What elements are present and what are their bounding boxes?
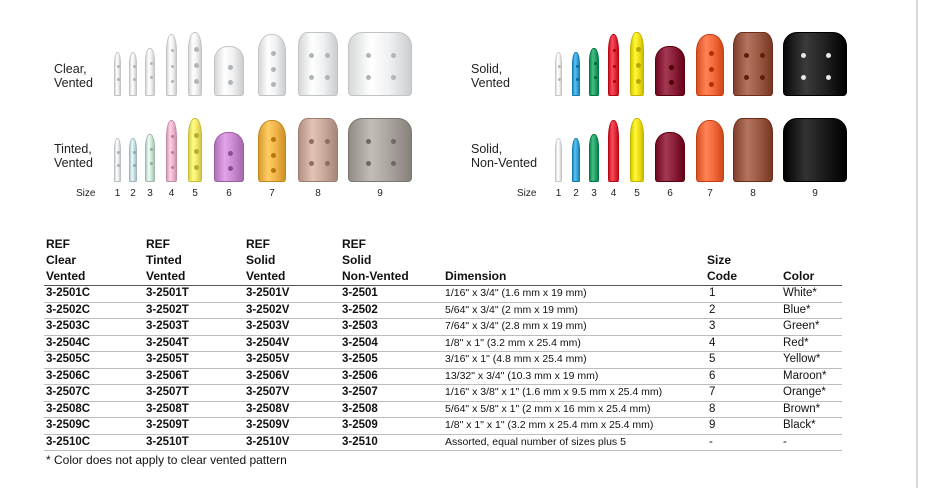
cap-size-3	[589, 134, 599, 182]
ref-clear-vented: 3-2503C	[44, 319, 144, 336]
vent-hole	[391, 75, 396, 80]
vent-hole	[271, 51, 276, 56]
cap-size-1	[114, 52, 121, 96]
ref-clear-vented: 3-2505C	[44, 352, 144, 369]
ref-clear-vented: 3-2507C	[44, 385, 144, 402]
cap-size-6	[655, 132, 685, 182]
vent-hole	[391, 53, 396, 58]
vent-hole	[117, 164, 120, 167]
cap-panel-solid	[465, 18, 845, 208]
vent-hole	[271, 168, 276, 173]
size-code-cell: 3	[705, 319, 781, 336]
size-number: 6	[667, 188, 673, 199]
vent-hole	[228, 65, 233, 70]
color-cell: Yellow*	[781, 352, 842, 369]
cap-size-1	[555, 138, 562, 182]
cap-size-8	[733, 118, 773, 182]
vent-hole	[709, 51, 714, 56]
dimension-cell: 1/16" x 3/4" (1.6 mm x 19 mm)	[443, 286, 705, 303]
ref-tinted-vented: 3-2509T	[144, 418, 244, 435]
cap-size-9	[783, 118, 847, 182]
vent-hole	[171, 49, 174, 52]
table-header-row	[44, 236, 842, 286]
ref-solid-non-vented: 3-2507	[340, 385, 443, 402]
color-cell: -	[781, 434, 842, 451]
ref-solid-non-vented: 3-2510	[340, 434, 443, 451]
vent-hole	[826, 75, 831, 80]
ref-solid-non-vented: 3-2506	[340, 368, 443, 385]
vent-hole	[391, 139, 396, 144]
row-label-line1: Clear,	[54, 62, 87, 76]
table-row	[44, 418, 842, 435]
vent-hole	[150, 148, 153, 151]
ref-solid-vented: 3-2503V	[244, 319, 340, 336]
size-number: 7	[269, 188, 275, 199]
dimension-cell: 13/32" x 3/4" (10.3 mm x 19 mm)	[443, 368, 705, 385]
size-code-cell: 7	[705, 385, 781, 402]
dimension-cell: 3/16" x 1" (4.8 mm x 25.4 mm)	[443, 352, 705, 369]
vent-hole	[228, 151, 233, 156]
vent-hole	[558, 78, 561, 81]
vent-hole	[613, 49, 616, 52]
ref-solid-non-vented: 3-2502	[340, 302, 443, 319]
vent-hole	[594, 76, 597, 79]
cap-size-3	[145, 48, 155, 96]
cap-size-8	[298, 32, 338, 96]
vent-hole	[594, 62, 597, 65]
ref-clear-vented: 3-2501C	[44, 286, 144, 303]
ref-solid-vented: 3-2504V	[244, 335, 340, 352]
ref-solid-vented: 3-2505V	[244, 352, 340, 369]
ref-solid-non-vented: 3-2503	[340, 319, 443, 336]
vent-hole	[171, 80, 174, 83]
size-number: 9	[812, 188, 818, 199]
cap-size-4	[166, 34, 177, 96]
vent-hole	[194, 47, 199, 52]
vent-hole	[613, 80, 616, 83]
cap-size-9	[348, 118, 412, 182]
cap-size-2	[129, 138, 137, 182]
ref-solid-non-vented: 3-2505	[340, 352, 443, 369]
ref-solid-vented: 3-2509V	[244, 418, 340, 435]
vent-hole	[391, 161, 396, 166]
cap-size-4	[608, 120, 619, 182]
vent-hole	[613, 65, 616, 68]
vent-hole	[271, 137, 276, 142]
size-number: 8	[315, 188, 321, 199]
ref-solid-vented: 3-2510V	[244, 434, 340, 451]
vent-hole	[366, 53, 371, 58]
ref-solid-non-vented: 3-2509	[340, 418, 443, 435]
size-number: 5	[634, 188, 640, 199]
ref-tinted-vented: 3-2510T	[144, 434, 244, 451]
ref-solid-non-vented: 3-2501	[340, 286, 443, 303]
ref-tinted-vented: 3-2501T	[144, 286, 244, 303]
cap-size-1	[114, 138, 121, 182]
size-code-cell: 2	[705, 302, 781, 319]
table-row	[44, 352, 842, 369]
vent-hole	[171, 135, 174, 138]
dimension-cell: 1/8" x 1" x 1" (3.2 mm x 25.4 mm x 25.4 mm)	[443, 418, 705, 435]
vent-hole	[133, 65, 136, 68]
size-number: 4	[168, 188, 175, 199]
row-label-solid-vented	[471, 62, 510, 90]
vent-hole	[636, 79, 641, 84]
color-cell: Green*	[781, 319, 842, 336]
ref-solid-non-vented: 3-2508	[340, 401, 443, 418]
ref-tinted-vented: 3-2504T	[144, 335, 244, 352]
ref-solid-vented: 3-2502V	[244, 302, 340, 319]
ref-tinted-vented: 3-2505T	[144, 352, 244, 369]
vent-hole	[194, 79, 199, 84]
col-header-color: Color	[781, 236, 842, 286]
cap-size-8	[298, 118, 338, 182]
row-label-clear-vented	[54, 62, 93, 90]
ref-clear-vented: 3-2508C	[44, 401, 144, 418]
color-cell: Orange*	[781, 385, 842, 402]
vent-hole	[271, 153, 276, 158]
cap-size-2	[572, 138, 580, 182]
table-row	[44, 302, 842, 319]
size-number: 2	[573, 188, 579, 199]
cap-size-4	[608, 34, 619, 96]
vent-hole	[325, 75, 330, 80]
ref-solid-non-vented: 3-2504	[340, 335, 443, 352]
vent-hole	[366, 75, 371, 80]
cap-size-5	[188, 32, 202, 96]
color-cell: Black*	[781, 418, 842, 435]
ref-tinted-vented: 3-2506T	[144, 368, 244, 385]
ref-solid-vented: 3-2508V	[244, 401, 340, 418]
dimension-cell: 5/64" x 5/8" x 1" (2 mm x 16 mm x 25.4 mm)	[443, 401, 705, 418]
vent-hole	[133, 151, 136, 154]
cap-size-4	[166, 120, 177, 182]
color-cell: Brown*	[781, 401, 842, 418]
vent-hole	[366, 139, 371, 144]
size-number: 8	[750, 188, 756, 199]
vent-hole	[760, 53, 765, 58]
ref-clear-vented: 3-2504C	[44, 335, 144, 352]
vent-hole	[194, 133, 199, 138]
table-row	[44, 286, 842, 303]
spec-table	[44, 236, 842, 451]
cap-size-1	[555, 52, 562, 96]
color-cell: White*	[781, 286, 842, 303]
row-label-line1: Tinted,	[54, 142, 92, 156]
cap-size-2	[572, 52, 580, 96]
vent-hole	[709, 67, 714, 72]
vent-hole	[576, 78, 579, 81]
size-code-cell: 4	[705, 335, 781, 352]
size-number: 6	[226, 188, 232, 199]
size-number: 2	[130, 188, 136, 199]
vent-hole	[636, 47, 641, 52]
ref-tinted-vented: 3-2508T	[144, 401, 244, 418]
dimension-cell: 5/64" x 3/4" (2 mm x 19 mm)	[443, 302, 705, 319]
size-number: 3	[591, 188, 597, 199]
cap-size-2	[129, 52, 137, 96]
col-header-solid-vented: REF Solid Vented	[244, 236, 340, 286]
cap-size-9	[348, 32, 412, 96]
vent-hole	[744, 75, 749, 80]
vent-hole	[117, 65, 120, 68]
ref-tinted-vented: 3-2503T	[144, 319, 244, 336]
vent-hole	[558, 65, 561, 68]
cap-size-6	[655, 46, 685, 96]
vent-hole	[171, 65, 174, 68]
row-label-line2: Vented	[471, 76, 510, 90]
ref-clear-vented: 3-2506C	[44, 368, 144, 385]
cap-size-7	[696, 120, 724, 182]
vent-hole	[709, 82, 714, 87]
vent-hole	[325, 139, 330, 144]
vent-hole	[150, 62, 153, 65]
spec-table-body	[44, 286, 842, 451]
cap-size-7	[258, 120, 286, 182]
size-number: 9	[377, 188, 383, 199]
table-row	[44, 385, 842, 402]
vent-hole	[325, 53, 330, 58]
table-row	[44, 401, 842, 418]
color-cell: Blue*	[781, 302, 842, 319]
vent-hole	[801, 53, 806, 58]
vent-hole	[117, 151, 120, 154]
vent-hole	[576, 65, 579, 68]
dimension-cell: Assorted, equal number of sizes plus 5	[443, 434, 705, 451]
size-code-cell: 6	[705, 368, 781, 385]
cap-size-5	[630, 118, 644, 182]
size-number: 1	[114, 188, 121, 199]
col-header-solid-non-vented: REF Solid Non-Vented	[340, 236, 443, 286]
size-label: Size	[76, 188, 96, 199]
size-number: 7	[707, 188, 713, 199]
ref-clear-vented: 3-2510C	[44, 434, 144, 451]
ref-tinted-vented: 3-2507T	[144, 385, 244, 402]
size-code-cell: 8	[705, 401, 781, 418]
vent-hole	[669, 65, 674, 70]
vent-hole	[826, 53, 831, 58]
cap-row-clear-vented	[108, 26, 428, 96]
cap-size-3	[145, 134, 155, 182]
row-label-tinted-vented	[54, 142, 93, 170]
vent-hole	[760, 75, 765, 80]
cap-size-6	[214, 132, 244, 182]
cap-size-5	[188, 118, 202, 182]
col-header-tinted-vented: REF Tinted Vented	[144, 236, 244, 286]
vent-hole	[171, 151, 174, 154]
dimension-cell: 1/16" x 3/8" x 1" (1.6 mm x 9.5 mm x 25.4 mm)	[443, 385, 705, 402]
col-header-size-code: Size Code	[705, 236, 781, 286]
col-header-dimension: Dimension	[443, 236, 705, 286]
vent-hole	[117, 78, 120, 81]
vent-hole	[744, 53, 749, 58]
cap-row-tinted-vented	[108, 112, 428, 182]
size-number: 3	[147, 188, 153, 199]
dimension-cell: 1/8" x 1" (3.2 mm x 25.4 mm)	[443, 335, 705, 352]
cap-panel-clear-tinted	[48, 18, 428, 208]
cap-row-solid-vented	[555, 26, 855, 96]
vent-hole	[309, 161, 314, 166]
dimension-cell: 7/64" x 3/4" (2.8 mm x 19 mm)	[443, 319, 705, 336]
vent-hole	[325, 161, 330, 166]
row-label-line2: Vented	[54, 76, 93, 90]
cap-size-7	[696, 34, 724, 96]
ref-solid-vented: 3-2501V	[244, 286, 340, 303]
ref-tinted-vented: 3-2502T	[144, 302, 244, 319]
table-row	[44, 319, 842, 336]
table-row	[44, 335, 842, 352]
row-label-line2: Vented	[54, 156, 93, 170]
cap-size-8	[733, 32, 773, 96]
vent-hole	[150, 76, 153, 79]
size-number: 1	[555, 188, 562, 199]
vent-hole	[150, 162, 153, 165]
vent-hole	[669, 80, 674, 85]
vent-hole	[309, 139, 314, 144]
vent-hole	[194, 63, 199, 68]
cap-size-7	[258, 34, 286, 96]
cap-size-9	[783, 32, 847, 96]
cap-size-6	[214, 46, 244, 96]
size-label: Size	[517, 188, 537, 199]
vent-hole	[194, 149, 199, 154]
vent-hole	[133, 78, 136, 81]
ref-clear-vented: 3-2502C	[44, 302, 144, 319]
row-label-line1: Solid,	[471, 142, 503, 156]
size-code-cell: 5	[705, 352, 781, 369]
table-row	[44, 434, 842, 451]
color-cell: Maroon*	[781, 368, 842, 385]
size-code-cell: 9	[705, 418, 781, 435]
vent-hole	[309, 53, 314, 58]
col-header-clear-vented: REF Clear Vented	[44, 236, 144, 286]
vent-hole	[194, 165, 199, 170]
cap-size-5	[630, 32, 644, 96]
row-label-solid-non-vented	[471, 142, 537, 170]
vent-hole	[228, 166, 233, 171]
size-code-cell: 1	[705, 286, 781, 303]
vent-hole	[366, 161, 371, 166]
vent-hole	[271, 82, 276, 87]
vent-hole	[271, 67, 276, 72]
ref-solid-vented: 3-2507V	[244, 385, 340, 402]
footnote: * Color does not apply to clear vented pattern	[46, 453, 287, 467]
ref-solid-vented: 3-2506V	[244, 368, 340, 385]
vent-hole	[309, 75, 314, 80]
page-edge	[916, 0, 918, 488]
size-number: 4	[610, 188, 617, 199]
cap-size-3	[589, 48, 599, 96]
vent-hole	[171, 166, 174, 169]
vent-hole	[636, 63, 641, 68]
vent-hole	[801, 75, 806, 80]
vent-hole	[228, 80, 233, 85]
size-number: 5	[192, 188, 198, 199]
ref-clear-vented: 3-2509C	[44, 418, 144, 435]
vent-hole	[133, 164, 136, 167]
table-row	[44, 368, 842, 385]
cap-row-solid-non-vented	[555, 112, 855, 182]
size-code-cell: -	[705, 434, 781, 451]
color-cell: Red*	[781, 335, 842, 352]
row-label-line2: Non-Vented	[471, 156, 538, 170]
row-label-line1: Solid,	[471, 62, 503, 76]
